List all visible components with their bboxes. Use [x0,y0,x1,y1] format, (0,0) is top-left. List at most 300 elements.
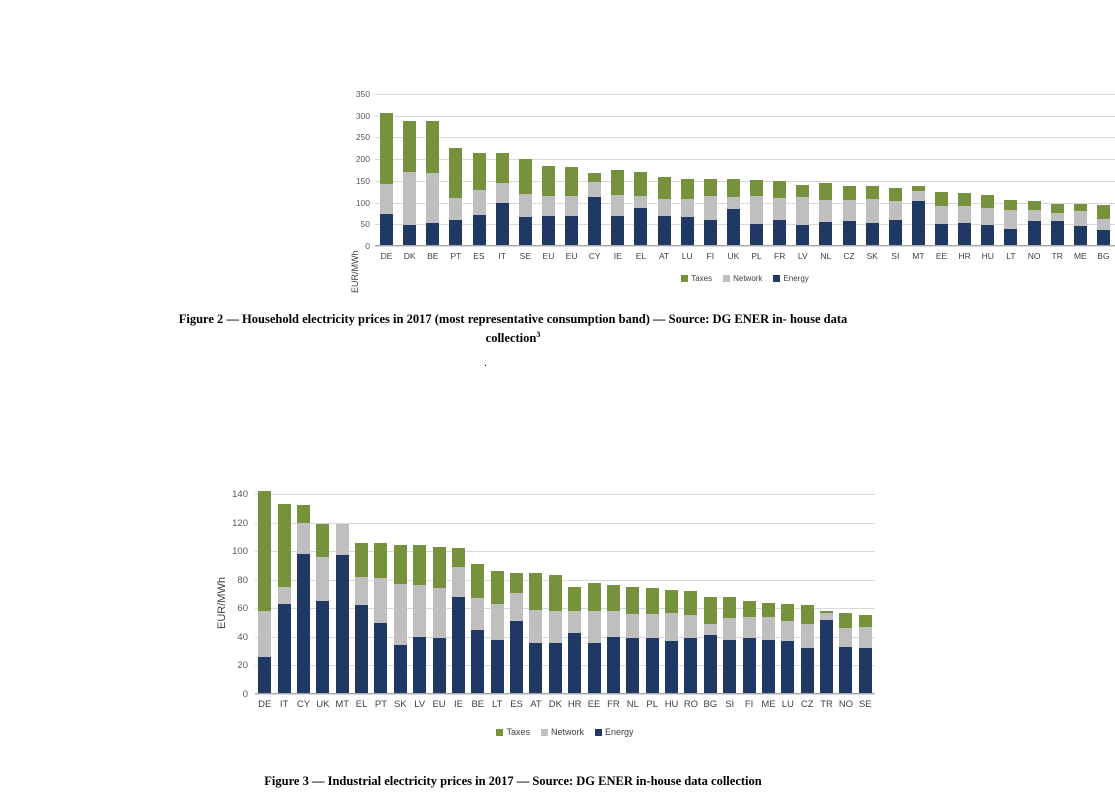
stacked-bar [796,185,809,246]
x-tick-label: LU [781,699,794,710]
y-tick-label: 0 [242,689,248,700]
x-tick-label: NL [820,251,832,261]
bar-segment-taxes [684,591,697,615]
bar-column [507,494,526,694]
legend-label: Taxes [506,727,530,737]
bar-column [768,94,791,246]
x-tick-label: FI [706,251,715,261]
x-tick-label: MT [912,251,925,261]
stacked-bar [750,180,763,246]
bar-segment-network [380,184,393,214]
x-tick-label: BG [1097,251,1110,261]
x-tick-label: IE [453,699,463,710]
bar-segment-network [394,584,407,645]
x-tick-label: PL [751,251,762,261]
stacked-bar [588,173,601,246]
bar-segment-taxes [394,545,407,584]
chart1-y-axis-title: EUR/MWh [350,250,360,293]
bar-segment-taxes [549,575,562,611]
chart2-bars [255,494,875,694]
x-tick-label: CZ [843,251,855,261]
chart2-x-tick-labels [255,699,875,710]
bar-segment-network [843,200,856,221]
bar-column [745,94,768,246]
x-tick-label: HR [567,699,582,710]
bar-segment-network [634,196,647,208]
bar-segment-energy [519,217,532,246]
x-tick-label: SI [891,251,900,261]
bar-segment-energy [1097,230,1110,246]
x-tick-label: NO [1027,251,1041,261]
bar-column [884,94,907,246]
bar-segment-taxes [801,605,814,624]
stacked-bar [1097,205,1110,246]
bar-segment-network [935,206,948,224]
y-tick-label: 350 [355,89,370,99]
x-tick-label: BG [703,699,718,710]
bar-column [333,494,352,694]
bar-column [410,494,429,694]
stacked-bar [380,113,393,246]
bar-segment-network [958,206,971,223]
x-tick-label: PT [450,251,462,261]
x-tick-label: HU [981,251,994,261]
bar-column [814,94,837,246]
x-tick-label: LT [1006,251,1016,261]
stacked-bar [843,186,856,246]
figure2-caption-line2: house data collection [485,312,848,345]
chart2-y-axis-title: EUR/MWh [216,577,228,629]
bar-segment-network [723,618,736,639]
bar-segment-taxes [316,524,329,557]
bar-segment-network [258,611,271,657]
bar-segment-energy [588,197,601,246]
stacked-bar [781,604,794,694]
stacked-bar [958,193,971,246]
bar-segment-energy [723,640,736,694]
bar-column [838,94,861,246]
y-tick-label: 300 [355,110,370,121]
x-tick-label: SE [519,251,531,261]
stacked-bar [743,601,756,694]
bar-segment-network [866,199,879,223]
bar-segment-taxes [491,571,504,604]
chart1-plot-area [375,94,1115,246]
stacked-bar [374,543,387,694]
bar-segment-network [519,194,532,217]
stacked-bar [336,524,349,694]
bar-segment-taxes [473,153,486,189]
bar-segment-energy [866,223,879,246]
bar-column [391,494,410,694]
y-tick-label: 200 [355,154,370,165]
x-tick-label: CZ [800,699,814,710]
x-tick-label: ME [1073,251,1087,261]
bar-segment-energy [394,645,407,694]
x-tick-label: EU [432,699,446,710]
bar-column [953,94,976,246]
stacked-bar [471,564,484,694]
y-tick-label: 140 [232,489,248,500]
bar-segment-energy [426,223,439,246]
bar-segment-energy [727,209,740,246]
bar-segment-network [278,587,291,604]
bar-segment-network [374,578,387,622]
bar-segment-network [496,183,509,204]
bar-segment-energy [568,633,581,694]
bar-segment-network [413,585,426,636]
bar-segment-taxes [781,604,794,621]
bar-segment-energy [646,638,659,694]
figure2-caption-line1: Figure 2 — Household electricity prices in 2017 (most representative consumption band) — Source: DG ENER in- [178,312,787,326]
stacked-bar [316,524,329,694]
bar-segment-network [981,208,994,225]
stacked-bar [684,591,697,694]
legend-swatch-energy [773,275,780,282]
bar-column [681,494,700,694]
bar-segment-taxes [380,113,393,184]
bar-segment-energy [626,638,639,694]
stacked-bar [426,121,439,246]
stacked-bar [1051,204,1064,246]
bar-segment-network [750,196,763,224]
bar-column [604,494,623,694]
bar-segment-taxes [611,170,624,195]
bar-column [653,94,676,246]
bar-column [722,94,745,246]
bar-segment-energy [565,216,578,246]
bar-segment-taxes [665,590,678,613]
bar-segment-network [912,191,925,201]
stacked-bar [773,181,786,246]
x-tick-label: LV [797,251,808,261]
x-tick-label: HR [958,251,971,261]
bar-column [352,494,371,694]
bar-segment-taxes [762,603,775,617]
stray-mark: . [484,357,487,369]
bar-segment-taxes [704,179,717,196]
bar-segment-network [743,617,756,638]
bar-column [606,94,629,246]
y-tick-label: 150 [355,175,370,186]
bar-segment-network [801,624,814,648]
bar-column [1069,94,1092,246]
bar-segment-network [607,611,620,637]
stacked-bar [727,179,740,246]
bar-column [999,94,1022,246]
bar-column [294,494,313,694]
legend-item [595,727,634,737]
bar-segment-energy [542,216,555,246]
bar-segment-network [646,614,659,638]
bar-segment-taxes [449,148,462,198]
bar-segment-energy [796,225,809,246]
bar-segment-energy [374,623,387,694]
x-tick-label: UK [316,699,330,710]
x-tick-label: EL [635,251,647,261]
gridline [255,694,875,695]
bar-column [255,494,274,694]
bar-segment-taxes [704,597,717,624]
bar-segment-network [565,196,578,216]
legend-item [681,274,712,283]
bar-column [676,94,699,246]
x-tick-label: FR [607,699,620,710]
bar-column [491,94,514,246]
bar-segment-energy [912,201,925,246]
x-tick-label: DE [258,699,272,710]
bar-segment-energy [958,223,971,246]
legend-swatch-network [541,729,548,736]
figure2-caption [160,310,866,348]
x-tick-label: RO [683,699,699,710]
bar-segment-network [1074,211,1087,226]
y-tick-label: 50 [360,219,370,230]
y-tick-label: 20 [237,660,248,672]
bar-segment-energy [278,604,291,694]
bar-segment-network [297,523,310,554]
bar-segment-taxes [646,588,659,614]
x-tick-label: ME [761,699,776,710]
stacked-bar [866,186,879,246]
bar-segment-network [452,567,465,597]
x-tick-label: TR [1051,251,1063,261]
bar-segment-network [449,198,462,220]
bar-segment-taxes [529,573,542,610]
bar-segment-network [1004,210,1017,229]
bar-segment-taxes [374,543,387,579]
bar-segment-taxes [750,180,763,196]
bar-segment-energy [1074,226,1087,246]
bar-segment-taxes [743,601,756,617]
bar-column [421,94,444,246]
stacked-bar [820,611,833,694]
y-tick-label: 100 [355,197,370,208]
bar-segment-taxes [658,177,671,198]
legend-item [723,274,762,283]
bar-segment-taxes [866,186,879,199]
x-tick-label: ES [510,699,523,710]
bar-column [375,94,398,246]
bar-segment-network [781,621,794,641]
x-tick-label: UK [727,251,740,261]
x-tick-label: SK [393,699,407,710]
bar-segment-taxes [510,573,523,593]
bar-segment-network [510,593,523,622]
bar-segment-taxes [843,186,856,200]
bar-column [1092,94,1115,246]
legend-swatch-taxes [681,275,688,282]
bar-segment-taxes [819,183,832,200]
legend-label: Taxes [691,274,713,283]
y-tick-label: 80 [237,574,248,586]
bar-segment-taxes [413,545,426,585]
bar-column [701,494,720,694]
stacked-bar [607,585,620,694]
bar-segment-network [542,196,555,216]
bar-segment-taxes [607,585,620,611]
bar-segment-network [529,610,542,643]
bar-segment-energy [473,215,486,246]
figure2-caption-footnote: 3 [536,329,541,339]
bar-column [526,494,545,694]
stacked-bar [626,587,639,694]
legend-label: Energy [605,727,634,737]
bar-segment-energy [491,640,504,694]
bar-column [274,494,293,694]
bar-column [907,94,930,246]
stacked-bar [449,148,462,246]
bar-segment-energy [452,597,465,694]
x-tick-label: DK [548,699,562,710]
stacked-bar [491,571,504,694]
bar-column [468,94,491,246]
stacked-bar [413,545,426,694]
bar-segment-taxes [452,548,465,567]
bar-segment-taxes [981,195,994,208]
bar-column [930,94,953,246]
bar-segment-energy [820,620,833,694]
x-tick-label: PT [374,699,387,710]
bar-segment-energy [355,605,368,694]
x-tick-label: MT [335,699,350,710]
bar-column [584,494,603,694]
stacked-bar [762,603,775,694]
bar-segment-network [471,598,484,629]
bar-segment-energy [433,638,446,694]
bar-segment-taxes [723,597,736,618]
stacked-bar [1004,200,1017,246]
bar-segment-energy [819,222,832,246]
stacked-bar [801,605,814,694]
bar-column [817,494,836,694]
y-tick-label: 0 [365,241,370,251]
bar-segment-network [773,198,786,220]
y-tick-label: 250 [355,132,370,143]
bar-segment-taxes [839,613,852,629]
x-tick-label: CY [296,699,311,710]
bar-segment-taxes [542,166,555,196]
x-tick-label: EE [587,699,601,710]
stacked-bar [588,583,601,694]
bar-segment-network [820,613,833,620]
x-tick-label: EU [542,251,555,261]
bar-segment-energy [665,641,678,694]
x-tick-label: LU [681,251,693,261]
bar-segment-energy [471,630,484,694]
bar-column [560,94,583,246]
stacked-bar [665,590,678,694]
bar-segment-energy [588,643,601,694]
stacked-bar [819,183,832,246]
stacked-bar [704,179,717,246]
legend-label: Network [733,274,763,283]
bar-segment-taxes [958,193,971,206]
bar-segment-energy [750,224,763,246]
bar-segment-energy [981,225,994,246]
bar-column [444,94,467,246]
stacked-bar [704,597,717,694]
x-tick-label: NL [626,699,639,710]
bar-segment-taxes [796,185,809,197]
bar-column [468,494,487,694]
bar-segment-energy [681,217,694,246]
stacked-bar [433,547,446,694]
bar-segment-network [1051,213,1064,221]
bar-segment-energy [704,635,717,694]
stacked-bar [1074,204,1087,246]
bar-segment-energy [336,555,349,694]
stacked-bar [496,153,509,246]
x-tick-label: ES [473,251,485,261]
x-tick-label: SK [866,251,878,261]
bar-column [313,494,332,694]
legend-item [541,727,584,737]
bar-segment-network [473,190,486,215]
x-tick-label: PL [646,699,658,710]
bar-segment-taxes [1004,200,1017,210]
bar-column [856,494,875,694]
bar-segment-network [704,624,717,635]
bar-segment-taxes [355,543,368,577]
stacked-bar [355,543,368,694]
x-tick-label: AT [530,699,542,710]
bar-segment-energy [801,648,814,694]
bar-segment-taxes [588,173,601,182]
bar-segment-network [549,611,562,642]
chart-household-electricity-prices [170,88,1110,298]
x-tick-label: HU [664,699,679,710]
bar-segment-energy [607,637,620,694]
chart-industrial-electricity-prices [200,488,900,748]
stacked-bar [634,172,647,246]
bar-segment-taxes [471,564,484,598]
bar-segment-taxes [773,181,786,198]
bar-segment-taxes [426,121,439,174]
bar-segment-energy [773,220,786,246]
x-tick-label: FI [744,699,754,710]
bar-segment-network [727,197,740,208]
bar-segment-taxes [565,167,578,196]
bar-column [546,494,565,694]
bar-segment-network [684,615,697,638]
bar-segment-energy [510,621,523,694]
bar-column [629,94,652,246]
bar-segment-network [588,611,601,642]
bar-segment-network [1097,219,1110,230]
chart2-plot-area [255,494,875,694]
bar-segment-energy [413,637,426,694]
x-tick-label: NO [838,699,854,710]
stacked-bar [889,188,902,246]
legend-swatch-network [723,275,730,282]
bar-segment-energy [839,647,852,694]
x-tick-label: SE [858,699,872,710]
stacked-bar [859,615,872,694]
bar-segment-energy [380,214,393,246]
bar-segment-network [796,197,809,224]
bar-segment-energy [549,643,562,694]
gridline [375,246,1115,247]
bar-segment-network [681,199,694,217]
bar-segment-energy [529,643,542,694]
bar-segment-energy [743,638,756,694]
bar-column [643,494,662,694]
bar-segment-taxes [859,615,872,626]
stacked-bar [681,179,694,246]
stacked-bar [403,121,416,246]
bar-segment-network [889,201,902,221]
